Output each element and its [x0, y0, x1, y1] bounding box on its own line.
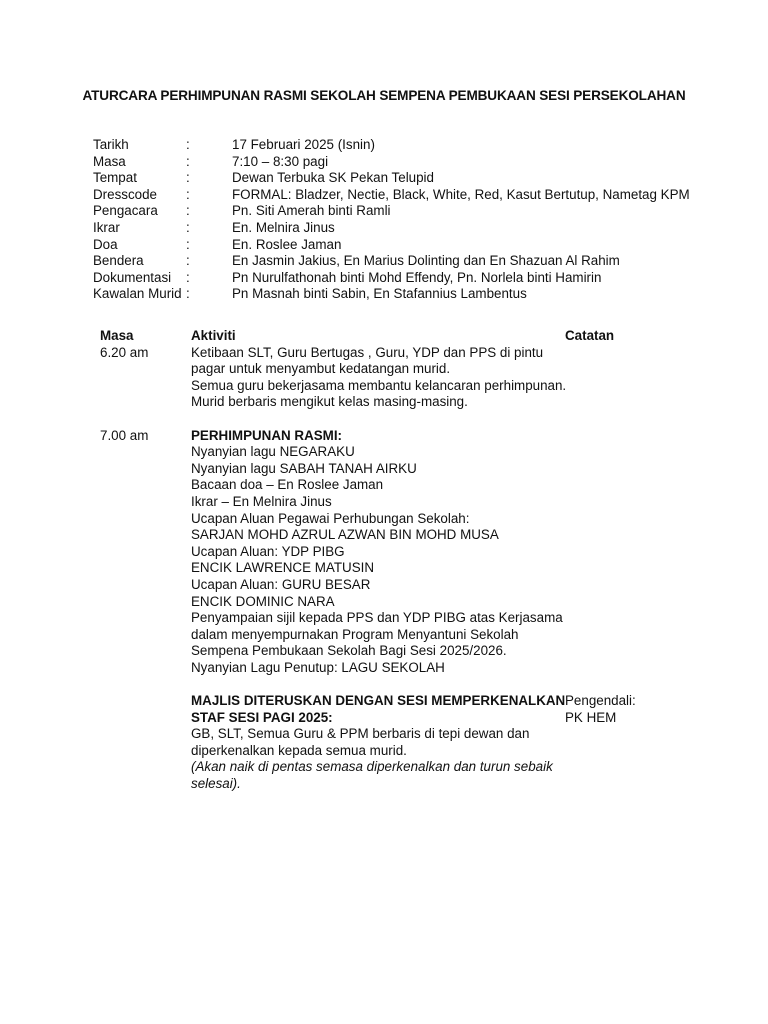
info-label: Pengacara [93, 203, 158, 219]
activity-line: Ucapan Aluan: GURU BESAR [191, 576, 371, 592]
header-aktiviti: Aktiviti [191, 328, 236, 343]
header-masa: Masa [100, 328, 134, 343]
info-colon: : [186, 153, 190, 169]
info-value: Pn Nurulfathonah binti Mohd Effendy, Pn. Norlela binti Hamirin [232, 269, 602, 285]
activity-line: Penyampaian sijil kepada PPS dan YDP PIBG atas Kerjasama [191, 610, 563, 626]
schedule-row [100, 345, 700, 411]
info-value: En Jasmin Jakius, En Marius Dolinting dan En Shazuan Al Rahim [232, 253, 620, 269]
info-label: Doa [93, 236, 118, 252]
info-colon: : [186, 170, 190, 186]
info-row-ikrar [93, 220, 713, 237]
activity-line: diperkenalkan kepada semua murid. [191, 742, 407, 758]
activity-line: SARJAN MOHD AZRUL AZWAN BIN MOHD MUSA [191, 527, 499, 543]
activity-line: ENCIK LAWRENCE MATUSIN [191, 560, 375, 576]
activity-line: Bacaan doa – En Roslee Jaman [191, 477, 384, 493]
info-label: Kawalan Murid [93, 286, 182, 302]
schedule-header-row [100, 328, 700, 345]
activity-heading: MAJLIS DITERUSKAN DENGAN SESI MEMPERKENALKAN [191, 693, 566, 709]
info-value: En. Melnira Jinus [232, 219, 335, 235]
info-row-masa [93, 154, 713, 171]
activity-line: Nyanyian Lagu Penutup: LAGU SEKOLAH [191, 659, 445, 675]
info-colon: : [186, 186, 190, 202]
activity-note: selesai). [191, 776, 241, 792]
row-time: 7.00 am [100, 427, 149, 443]
activity-line: Semua guru bekerjasama membantu kelancaran perhimpunan. [191, 377, 567, 393]
activity-line: dalam menyempurnakan Program Menyantuni Sekolah [191, 626, 519, 642]
info-value: FORMAL: Bladzer, Nectie, Black, White, Red, Kasut Bertutup, Nametag KPM [232, 186, 690, 202]
info-colon: : [186, 137, 190, 152]
catatan-line: Pengendali: [565, 693, 636, 709]
activity-note: (Akan naik di pentas semasa diperkenalkan dan turun sebaik [191, 759, 553, 775]
activity-line: Nyanyian lagu SABAH TANAH AIRKU [191, 460, 417, 476]
activity-line: Ucapan Aluan Pegawai Perhubungan Sekolah: [191, 510, 470, 526]
info-value: Dewan Terbuka SK Pekan Telupid [232, 170, 434, 186]
info-label: Ikrar [93, 219, 120, 235]
activity-line: Ucapan Aluan: YDP PIBG [191, 543, 345, 559]
info-colon: : [186, 253, 190, 269]
info-row-tarikh [93, 137, 713, 154]
info-value: Pn Masnah binti Sabin, En Stafannius Lambentus [232, 286, 527, 302]
info-label: Masa [93, 153, 126, 169]
info-label: Dresscode [93, 186, 158, 202]
activity-heading: STAF SESI PAGI 2025: [191, 709, 333, 725]
row-time: 6.20 am [100, 344, 149, 360]
info-row-dresscode [93, 187, 713, 204]
activity-line: GB, SLT, Semua Guru & PPM berbaris di tepi dewan dan [191, 726, 530, 742]
info-colon: : [186, 269, 190, 285]
row-time [100, 693, 191, 710]
schedule-table [100, 328, 700, 793]
info-row-bendera [93, 253, 713, 270]
info-value: 17 Februari 2025 (Isnin) [232, 137, 375, 152]
document-title: ATURCARA PERHIMPUNAN RASMI SEKOLAH SEMPENA PEMBUKAAN SESI PERSEKOLAHAN [82, 88, 686, 103]
info-label: Tarikh [93, 137, 129, 152]
info-colon: : [186, 236, 190, 252]
info-label: Tempat [93, 170, 137, 186]
activity-heading: PERHIMPUNAN RASMI: [191, 427, 343, 443]
info-colon: : [186, 286, 190, 302]
info-label: Bendera [93, 253, 144, 269]
activity-line: Murid berbaris mengikut kelas masing-masing. [191, 394, 468, 410]
info-colon: : [186, 219, 190, 235]
info-label: Dokumentasi [93, 269, 172, 285]
event-info-list [93, 137, 713, 303]
schedule-row [100, 693, 700, 793]
info-row-kawalan-murid [93, 286, 713, 303]
activity-line: Sempena Pembukaan Sekolah Bagi Sesi 2025/2026. [191, 643, 507, 659]
activity-line: Nyanyian lagu NEGARAKU [191, 444, 355, 460]
schedule-row [100, 428, 700, 677]
header-catatan: Catatan [565, 328, 615, 343]
activity-line: Ketibaan SLT, Guru Bertugas , Guru, YDP dan PPS di pintu [191, 344, 544, 360]
activity-line: pagar untuk menyambut kedatangan murid. [191, 361, 451, 377]
info-row-tempat [93, 170, 713, 187]
info-value: Pn. Siti Amerah binti Ramli [232, 203, 391, 219]
info-row-doa [93, 237, 713, 254]
activity-line: Ikrar – En Melnira Jinus [191, 493, 332, 509]
catatan-line: PK HEM [565, 709, 617, 725]
info-colon: : [186, 203, 190, 219]
info-row-pengacara [93, 203, 713, 220]
info-row-dokumentasi [93, 270, 713, 287]
info-value: 7:10 – 8:30 pagi [232, 153, 329, 169]
info-value: En. Roslee Jaman [232, 236, 342, 252]
activity-line: ENCIK DOMINIC NARA [191, 593, 335, 609]
